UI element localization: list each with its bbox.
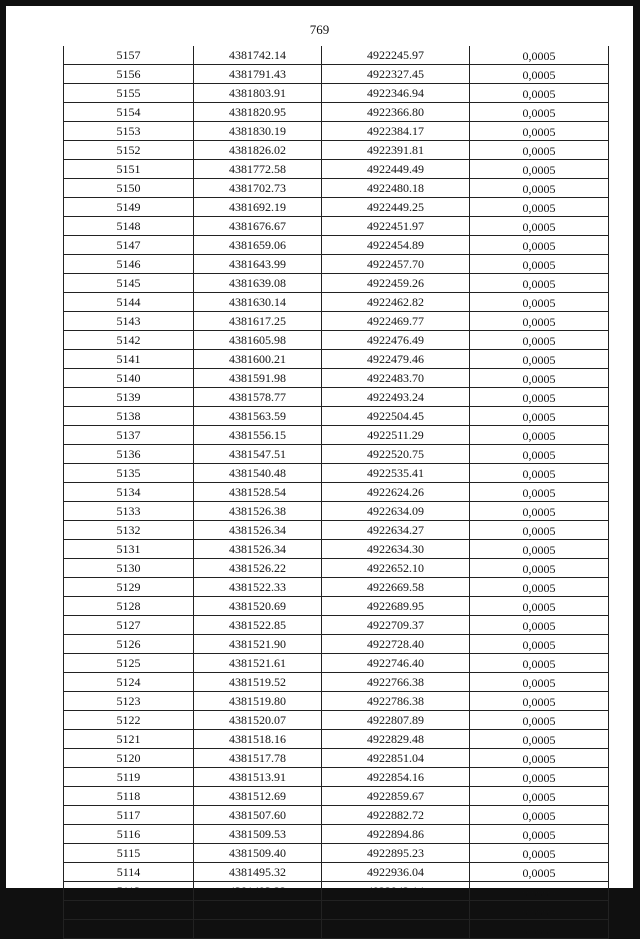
y-coordinate-cell: 4922245.97: [322, 46, 470, 65]
point-number-cell: 5147: [64, 236, 194, 255]
table-row: [64, 236, 609, 255]
y-coordinate-cell: 4922728.40: [322, 635, 470, 654]
table-row: [64, 806, 609, 825]
y-coordinate-cell: 4922624.26: [322, 483, 470, 502]
x-coordinate-cell: 4381520.69: [194, 597, 322, 616]
accuracy-cell: 0,0005: [470, 274, 609, 293]
accuracy-cell: 0,0005: [470, 141, 609, 160]
point-number-cell: 5114: [64, 863, 194, 882]
point-number-cell: 5127: [64, 616, 194, 635]
accuracy-cell: 0,0005: [470, 559, 609, 578]
x-coordinate-cell: 4381526.22: [194, 559, 322, 578]
x-coordinate-cell: 4381519.80: [194, 692, 322, 711]
table-row: [64, 274, 609, 293]
y-coordinate-cell: 4922457.70: [322, 255, 470, 274]
y-coordinate-cell: 4922652.10: [322, 559, 470, 578]
y-coordinate-cell: 4922939.61: [322, 901, 470, 920]
accuracy-cell: 0,0005: [470, 426, 609, 445]
accuracy-cell: 0,0005: [470, 578, 609, 597]
accuracy-cell: 0,0005: [470, 540, 609, 559]
accuracy-cell: 0,0005: [470, 217, 609, 236]
x-coordinate-cell: 4381820.95: [194, 103, 322, 122]
point-number-cell: 5119: [64, 768, 194, 787]
x-coordinate-cell: 4381507.60: [194, 806, 322, 825]
point-number-cell: 5130: [64, 559, 194, 578]
x-coordinate-cell: 4381513.91: [194, 768, 322, 787]
y-coordinate-cell: 4922520.75: [322, 445, 470, 464]
point-number-cell: 5111: [64, 920, 194, 939]
y-coordinate-cell: 4922483.70: [322, 369, 470, 388]
x-coordinate-cell: 4381528.54: [194, 483, 322, 502]
y-coordinate-cell: 4922459.26: [322, 274, 470, 293]
accuracy-cell: 0,0005: [470, 654, 609, 673]
table-row: [64, 103, 609, 122]
point-number-cell: 5126: [64, 635, 194, 654]
table-row: [64, 198, 609, 217]
accuracy-cell: 0,0005: [470, 331, 609, 350]
table-row: [64, 445, 609, 464]
x-coordinate-cell: 4381522.85: [194, 616, 322, 635]
point-number-cell: 5122: [64, 711, 194, 730]
accuracy-cell: 0,0005: [470, 84, 609, 103]
accuracy-cell: 0,0005: [470, 198, 609, 217]
table-row: [64, 141, 609, 160]
accuracy-cell: 0,0005: [470, 464, 609, 483]
y-coordinate-cell: 4922807.89: [322, 711, 470, 730]
table-row: [64, 654, 609, 673]
point-number-cell: 5138: [64, 407, 194, 426]
point-number-cell: 5137: [64, 426, 194, 445]
table-row: [64, 616, 609, 635]
x-coordinate-cell: 4381742.14: [194, 46, 322, 65]
point-number-cell: 5123: [64, 692, 194, 711]
x-coordinate-cell: 4381563.59: [194, 407, 322, 426]
point-number-cell: 5120: [64, 749, 194, 768]
y-coordinate-cell: 4922327.45: [322, 65, 470, 84]
point-number-cell: 5115: [64, 844, 194, 863]
table-row: [64, 787, 609, 806]
table-row: [64, 160, 609, 179]
point-number-cell: 5133: [64, 502, 194, 521]
coordinates-table-body: [64, 46, 609, 939]
y-coordinate-cell: 4922449.25: [322, 198, 470, 217]
x-coordinate-cell: 4381772.58: [194, 160, 322, 179]
y-coordinate-cell: 4922451.97: [322, 217, 470, 236]
x-coordinate-cell: 4381600.21: [194, 350, 322, 369]
table-row: [64, 559, 609, 578]
x-coordinate-cell: 4381659.06: [194, 236, 322, 255]
x-coordinate-cell: 4381493.22: [194, 882, 322, 901]
accuracy-cell: 0,0005: [470, 369, 609, 388]
x-coordinate-cell: 4381556.15: [194, 426, 322, 445]
point-number-cell: 5154: [64, 103, 194, 122]
accuracy-cell: 0,0005: [470, 65, 609, 84]
y-coordinate-cell: 4922384.17: [322, 122, 470, 141]
x-coordinate-cell: 4381509.40: [194, 844, 322, 863]
accuracy-cell: 0,0005: [470, 844, 609, 863]
y-coordinate-cell: 4922449.49: [322, 160, 470, 179]
point-number-cell: 5142: [64, 331, 194, 350]
table-row: [64, 65, 609, 84]
table-row: [64, 350, 609, 369]
accuracy-cell: 0,0005: [470, 673, 609, 692]
table-row: [64, 312, 609, 331]
y-coordinate-cell: 4922366.80: [322, 103, 470, 122]
point-number-cell: 5139: [64, 388, 194, 407]
y-coordinate-cell: 4922480.18: [322, 179, 470, 198]
x-coordinate-cell: 4381526.34: [194, 521, 322, 540]
y-coordinate-cell: 4922854.16: [322, 768, 470, 787]
point-number-cell: 5157: [64, 46, 194, 65]
accuracy-cell: 0,0005: [470, 236, 609, 255]
accuracy-cell: 0,0005: [470, 616, 609, 635]
point-number-cell: 5113: [64, 882, 194, 901]
y-coordinate-cell: 4922936.04: [322, 863, 470, 882]
x-coordinate-cell: 4381518.16: [194, 730, 322, 749]
table-row: [64, 293, 609, 312]
y-coordinate-cell: 4922859.67: [322, 787, 470, 806]
point-number-cell: 5136: [64, 445, 194, 464]
accuracy-cell: 0,0005: [470, 407, 609, 426]
accuracy-cell: 0,0005: [470, 179, 609, 198]
accuracy-cell: 0,0005: [470, 863, 609, 882]
table-row: [64, 844, 609, 863]
table-row: [64, 863, 609, 882]
y-coordinate-cell: 4922895.23: [322, 844, 470, 863]
point-number-cell: 5135: [64, 464, 194, 483]
table-row: [64, 901, 609, 920]
x-coordinate-cell: 4381526.34: [194, 540, 322, 559]
accuracy-cell: 0,0005: [470, 293, 609, 312]
point-number-cell: 5144: [64, 293, 194, 312]
point-number-cell: 5150: [64, 179, 194, 198]
accuracy-cell: 0,0005: [470, 160, 609, 179]
table-row: [64, 502, 609, 521]
y-coordinate-cell: 4922493.24: [322, 388, 470, 407]
x-coordinate-cell: 4381478.20: [194, 920, 322, 939]
y-coordinate-cell: 4922689.95: [322, 597, 470, 616]
y-coordinate-cell: 4922669.58: [322, 578, 470, 597]
point-number-cell: 5153: [64, 122, 194, 141]
x-coordinate-cell: 4381692.19: [194, 198, 322, 217]
table-row: [64, 635, 609, 654]
point-number-cell: 5124: [64, 673, 194, 692]
accuracy-cell: 0,0005: [470, 388, 609, 407]
y-coordinate-cell: 4922454.89: [322, 236, 470, 255]
accuracy-cell: 0,0005: [470, 483, 609, 502]
x-coordinate-cell: 4381803.91: [194, 84, 322, 103]
y-coordinate-cell: 4922746.40: [322, 654, 470, 673]
point-number-cell: 5152: [64, 141, 194, 160]
accuracy-cell: 0,0005: [470, 806, 609, 825]
table-row: [64, 825, 609, 844]
table-row: [64, 122, 609, 141]
table-row: [64, 711, 609, 730]
table-row: [64, 673, 609, 692]
x-coordinate-cell: 4381702.73: [194, 179, 322, 198]
x-coordinate-cell: 4381540.48: [194, 464, 322, 483]
accuracy-cell: 0,0005: [470, 312, 609, 331]
x-coordinate-cell: 4381826.02: [194, 141, 322, 160]
x-coordinate-cell: 4381517.78: [194, 749, 322, 768]
accuracy-cell: 0,0005: [470, 749, 609, 768]
table-row: [64, 730, 609, 749]
accuracy-cell: 0,0005: [470, 521, 609, 540]
y-coordinate-cell: 4922346.94: [322, 84, 470, 103]
point-number-cell: 5132: [64, 521, 194, 540]
y-coordinate-cell: 4922786.38: [322, 692, 470, 711]
table-row: [64, 578, 609, 597]
y-coordinate-cell: 4922504.45: [322, 407, 470, 426]
table-row: [64, 749, 609, 768]
accuracy-cell: 0,0005: [470, 711, 609, 730]
accuracy-cell: 0,0005: [470, 787, 609, 806]
point-number-cell: 5151: [64, 160, 194, 179]
y-coordinate-cell: 4922479.46: [322, 350, 470, 369]
accuracy-cell: 0,0005: [470, 825, 609, 844]
y-coordinate-cell: 4922634.30: [322, 540, 470, 559]
point-number-cell: 5129: [64, 578, 194, 597]
document-page: [6, 6, 633, 937]
table-row: [64, 255, 609, 274]
y-coordinate-cell: 4922462.82: [322, 293, 470, 312]
page-number: 769: [309, 22, 330, 37]
x-coordinate-cell: 4381522.33: [194, 578, 322, 597]
point-number-cell: 5116: [64, 825, 194, 844]
x-coordinate-cell: 4381639.08: [194, 274, 322, 293]
point-number-cell: 5134: [64, 483, 194, 502]
accuracy-cell: 0,0005: [470, 692, 609, 711]
table-row: [64, 768, 609, 787]
accuracy-cell: 0,0005: [470, 122, 609, 141]
y-coordinate-cell: 4922829.48: [322, 730, 470, 749]
table-row: [64, 84, 609, 103]
y-coordinate-cell: 4922535.41: [322, 464, 470, 483]
point-number-cell: 5112: [64, 901, 194, 920]
x-coordinate-cell: 4381630.14: [194, 293, 322, 312]
table-row: [64, 882, 609, 901]
point-number-cell: 5140: [64, 369, 194, 388]
point-number-cell: 5155: [64, 84, 194, 103]
x-coordinate-cell: 4381512.69: [194, 787, 322, 806]
x-coordinate-cell: 4381486.86: [194, 901, 322, 920]
accuracy-cell: 0,0005: [470, 103, 609, 122]
x-coordinate-cell: 4381676.67: [194, 217, 322, 236]
point-number-cell: 5131: [64, 540, 194, 559]
table-row: [64, 692, 609, 711]
x-coordinate-cell: 4381617.25: [194, 312, 322, 331]
table-row: [64, 483, 609, 502]
table-row: [64, 540, 609, 559]
table-row: [64, 426, 609, 445]
x-coordinate-cell: 4381521.90: [194, 635, 322, 654]
x-coordinate-cell: 4381591.98: [194, 369, 322, 388]
table-row: [64, 464, 609, 483]
accuracy-cell: 0,0005: [470, 255, 609, 274]
accuracy-cell: 0,0005: [470, 901, 609, 920]
point-number-cell: 5143: [64, 312, 194, 331]
table-row: [64, 920, 609, 939]
x-coordinate-cell: 4381509.53: [194, 825, 322, 844]
point-number-cell: 5146: [64, 255, 194, 274]
x-coordinate-cell: 4381520.07: [194, 711, 322, 730]
table-row: [64, 407, 609, 426]
accuracy-cell: 0,0005: [470, 920, 609, 939]
point-number-cell: 5148: [64, 217, 194, 236]
table-row: [64, 331, 609, 350]
table-row: [64, 597, 609, 616]
point-number-cell: 5118: [64, 787, 194, 806]
point-number-cell: 5145: [64, 274, 194, 293]
y-coordinate-cell: 4922469.77: [322, 312, 470, 331]
accuracy-cell: 0,0005: [470, 730, 609, 749]
y-coordinate-cell: 4922511.29: [322, 426, 470, 445]
accuracy-cell: 0,0005: [470, 46, 609, 65]
point-number-cell: 5156: [64, 65, 194, 84]
y-coordinate-cell: 4922391.81: [322, 141, 470, 160]
accuracy-cell: 0,0005: [470, 768, 609, 787]
accuracy-cell: 0,0005: [470, 882, 609, 901]
x-coordinate-cell: 4381547.51: [194, 445, 322, 464]
y-coordinate-cell: 4922946.66: [322, 920, 470, 939]
table-row: [64, 46, 609, 65]
point-number-cell: 5128: [64, 597, 194, 616]
y-coordinate-cell: 4922766.38: [322, 673, 470, 692]
x-coordinate-cell: 4381643.99: [194, 255, 322, 274]
x-coordinate-cell: 4381830.19: [194, 122, 322, 141]
point-number-cell: 5117: [64, 806, 194, 825]
y-coordinate-cell: 4922882.72: [322, 806, 470, 825]
x-coordinate-cell: 4381519.52: [194, 673, 322, 692]
table-row: [64, 388, 609, 407]
x-coordinate-cell: 4381521.61: [194, 654, 322, 673]
y-coordinate-cell: 4922634.09: [322, 502, 470, 521]
accuracy-cell: 0,0005: [470, 597, 609, 616]
table-row: [64, 179, 609, 198]
point-number-cell: 5125: [64, 654, 194, 673]
y-coordinate-cell: 4922851.04: [322, 749, 470, 768]
y-coordinate-cell: 4922476.49: [322, 331, 470, 350]
y-coordinate-cell: 4922709.37: [322, 616, 470, 635]
table-row: [64, 217, 609, 236]
accuracy-cell: 0,0005: [470, 350, 609, 369]
x-coordinate-cell: 4381578.77: [194, 388, 322, 407]
x-coordinate-cell: 4381791.43: [194, 65, 322, 84]
x-coordinate-cell: 4381526.38: [194, 502, 322, 521]
point-number-cell: 5141: [64, 350, 194, 369]
y-coordinate-cell: 4922634.27: [322, 521, 470, 540]
y-coordinate-cell: 4922942.14: [322, 882, 470, 901]
x-coordinate-cell: 4381605.98: [194, 331, 322, 350]
accuracy-cell: 0,0005: [470, 635, 609, 654]
accuracy-cell: 0,0005: [470, 502, 609, 521]
table-row: [64, 369, 609, 388]
point-number-cell: 5149: [64, 198, 194, 217]
point-number-cell: 5121: [64, 730, 194, 749]
accuracy-cell: 0,0005: [470, 445, 609, 464]
coordinates-table: [63, 46, 609, 939]
x-coordinate-cell: 4381495.32: [194, 863, 322, 882]
y-coordinate-cell: 4922894.86: [322, 825, 470, 844]
table-row: [64, 521, 609, 540]
